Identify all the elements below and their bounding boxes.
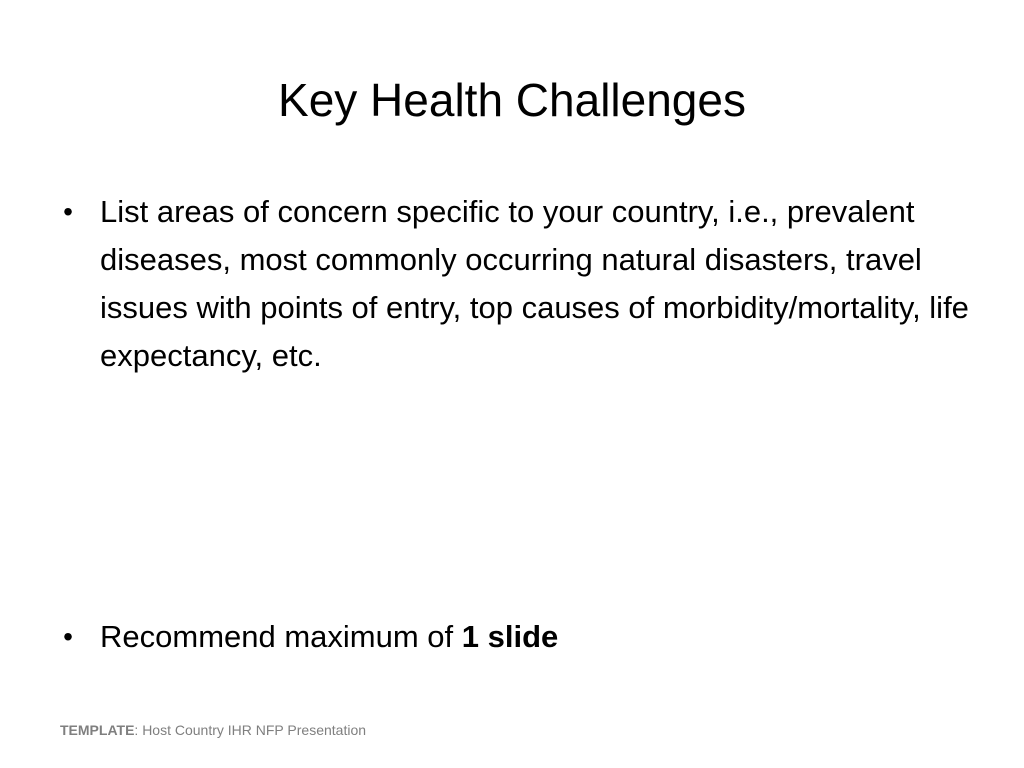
bullet-text-recommendation-bold: 1 slide bbox=[461, 619, 559, 654]
bullet-list-bottom bbox=[58, 613, 978, 661]
bullet-icon: • bbox=[63, 196, 73, 227]
bullet-list-top bbox=[58, 188, 978, 380]
slide-title: Key Health Challenges bbox=[278, 74, 746, 126]
bullet-item-concerns bbox=[58, 188, 978, 380]
bullet-text-recommendation: Recommend maximum of bbox=[100, 619, 462, 654]
footer-label: TEMPLATE bbox=[60, 722, 135, 738]
footer-text: Host Country IHR NFP Presentation bbox=[142, 722, 367, 738]
bullet-item-recommendation bbox=[58, 613, 978, 661]
footer-separator: : bbox=[134, 722, 143, 738]
slide-footer bbox=[60, 720, 366, 740]
bullet-icon: • bbox=[63, 621, 73, 652]
bullet-text-concerns: List areas of concern specific to your country, i.e., prevalent diseases, most commonly occurring natural disasters, travel issues with points of entry, top causes of morbidity/mortality, life expectancy, etc. bbox=[100, 194, 969, 373]
